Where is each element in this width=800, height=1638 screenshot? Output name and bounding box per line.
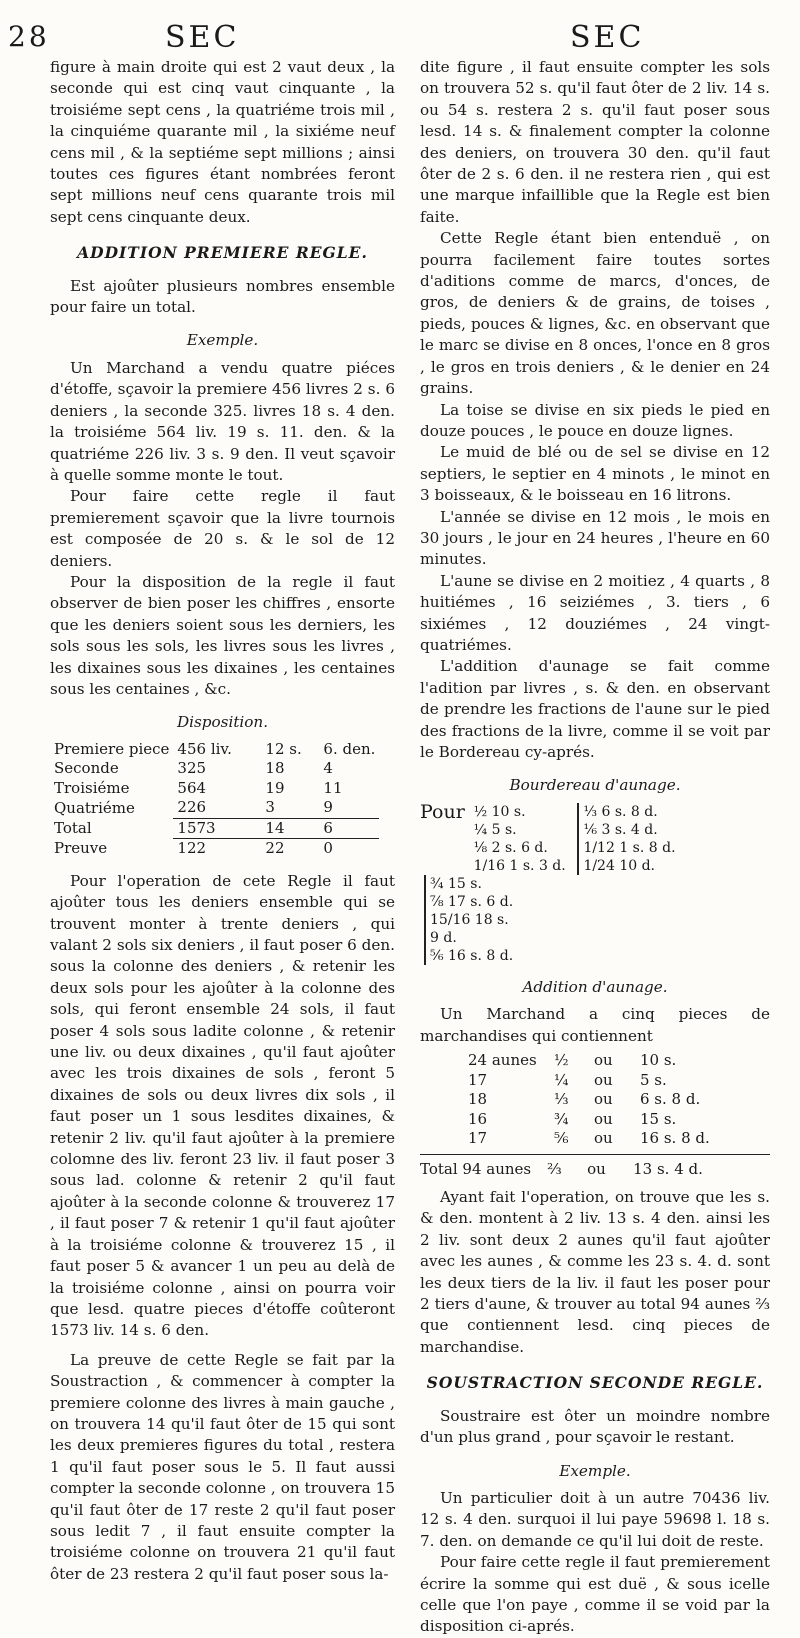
disposition-paragraph: Pour la disposition de la regle il faut observer de bien poser les chiffres , ensorte que les deniers soient sous les derniers, les sols sous les sols, les livres sous les livres , les dixaines sous les dixaines , les centaines sous les centaines , &c. [50, 572, 395, 698]
rule1-title: ADDITION PREMIERE REGLE. [77, 243, 368, 263]
continuation-paragraph: dite figure , il faut ensuite compter les sols on trouvera 52 s. qu'il faut ôter de 2 liv. 14 s. ou 54 s. restera 2 s. qu'il faut poser sous lesd. 14 s. & finalement compter la colonne des deniers, on trouvera 30 den. qu'il faut ôter de 2 s. 6 den. il ne restera rien , qui est une marque infaillible que la Regle est bien faite. [420, 58, 770, 226]
bordereau-table [420, 800, 770, 965]
table-row: 16 ¾ ou 15 s. [468, 1109, 677, 1128]
right-column [420, 57, 770, 1638]
table-row: Troisiéme 564 19 11 [54, 778, 343, 797]
particulier-paragraph: Un particulier doit à un autre 70436 liv. 12 s. 4 den. surquoi il lui paye 59698 l. 18 s. 7. den. on demande ce qu'il lui doit de reste. [420, 1488, 770, 1550]
table-row: 24 aunes ½ ou 10 s. [468, 1051, 677, 1070]
rule1-definition: Est ajoûter plusieurs nombres ensemble pour faire un total. [50, 276, 395, 317]
aunage-total [420, 1160, 711, 1180]
toise-paragraph: La toise se divise en six pieds le pied en douze pouces , le pouce en douze lignes. [420, 400, 770, 440]
running-head-right: SEC [570, 20, 645, 55]
bordereau-title: Bourdereau d'aunage. [509, 776, 681, 795]
disposition-table [50, 740, 379, 859]
table-row: Seconde 325 18 4 [54, 759, 333, 778]
rule2-definition: Soustraire est ôter un moindre nombre d'un plus grand , pour sçavoir le restant. [420, 1406, 770, 1447]
operation-paragraph: Pour l'operation de cete Regle il faut ajoûter tous les deniers ensemble qui se trouvent monter à trente deniers , qui valant 2 sols six deniers , il faut poser 6 den. sous la colonne des deniers , & retenir les deux sols pour les ajoûter à la colonne des sols, qui feront ensemble 24 sols, il faut poser 4 sols sous ladite colonne , & retenir une liv. ou deux dixaines , qu'il faut ajoûter avec les trois dixaines de sols , feront 5 dixaines de sols ou deux livres dix sols , il faut poser un 1 sous lesdites dixaines, & retenir 2 liv. qu'il faut ajoûter à la premiere colomne des liv. feront 23 liv. il faut poser 3 sous lad. colonne & retenir 2 qu'il faut ajoûter à la seconde colonne & trouverez 17 , il faut poser 7 & retenir 1 qu'il faut ajoûter à la troisiéme colonne & trouverez 15 , il faut poser 5 & avancer 1 un peu au delà de la troisiéme colonne , ainsi on pourra voir que lesd. quatre pieces d'étoffe coûteront 1573 liv. 14 s. 6 den. [50, 871, 395, 1340]
muid-paragraph: Le muid de blé ou de sel se divise en 12 septiers, le septier en 4 minots , le minot en 3 boisseaux, & le boisseau en 16 litrons. [420, 443, 770, 505]
cinq-pieces-paragraph: Un Marchand a cinq pieces de marchandises qui contiennent [420, 1005, 770, 1045]
example-title: Exemple. [186, 331, 259, 350]
livre-paragraph: Pour faire cette regle il faut premierement sçavoir que la livre tournois est composée de 20 s. & le sol de 12 deniers. [50, 487, 395, 570]
faire-paragraph: Pour faire cette regle il faut premierement écrire la somme qui est duë , & sous icelle celle que l'on paye , comme il se void par la disposition ci-aprés. [420, 1553, 770, 1636]
bordereau-pour: Pour [420, 800, 465, 823]
table-row: 18 ⅓ ou 6 s. 8 d. [468, 1090, 701, 1109]
bordereau-col1: ½ 10 s. ¼ 5 s. ⅛ 2 s. 6 d. 1/16 1 s. 3 d. [473, 803, 566, 874]
annee-paragraph: L'année se divise en 12 mois , le mois en 30 jours , le jour en 24 heures , l'heure en 60 minutes. [420, 507, 770, 569]
total-row: Total 1573 14 6 [50, 818, 379, 839]
bordereau-col2: ⅓ 6 s. 8 d. ⅙ 3 s. 4 d. 1/12 1 s. 8 d. 1/24 10 d. [577, 803, 678, 875]
aunage-paragraph: L'addition d'aunage se fait comme l'adition par livres , s. & den. en observant de prendre les fractions de l'aune sur le pied des fractions de la livre, comme il se voit par le Bordereau cy-aprés. [420, 657, 770, 761]
rule2-title: SOUSTRACTION SECONDE REGLE. [426, 1373, 764, 1393]
disposition-title: Disposition. [176, 713, 269, 732]
total-row: Total 94 aunes ⅔ ou 13 s. 4 d. [420, 1159, 703, 1178]
aunage-table [460, 1051, 718, 1149]
left-column [50, 57, 395, 1585]
example-text: Un Marchand a vendu quatre piéces d'étoffe, sçavoir la premiere 456 livres 2 s. 6 deniers , la seconde 325. livres 18 s. 4 den. la troisiéme 564 liv. 19 s. 11. den. & la quatriéme 226 liv. 3 s. 9 den. Il veut sçavoir à quelle somme monte le tout. [50, 358, 395, 484]
table-row: Premiere piece 456 liv. 12 s. 6. den. [54, 739, 376, 758]
ayant-paragraph: Ayant fait l'operation, on trouve que les s. & den. montent à 2 liv. 13 s. 4 den. ainsi les 2 liv. sont deux 2 aunes qu'il faut ajoûter avec les aunes , & comme les 23 s. 4. d. sont les deux tiers de la liv. il faut les poser pour 2 tiers d'aune, & trouver au total 94 aunes ⅔ que contiennent lesd. cinq pieces de marchandise. [420, 1188, 770, 1356]
aune-paragraph: L'aune se divise en 2 moitiez , 4 quarts , 8 huitiémes , 16 seiziémes , 3. tiers , 6 sixiémes , 12 douziémes , 24 vingt-quatriémes. [420, 571, 770, 654]
example2-title: Exemple. [559, 1461, 631, 1480]
intro-paragraph: figure à main droite qui est 2 vaut deux , la seconde qui est cinq vaut cinquante , la troisiéme sept cens , la quatriéme trois mil , la cinquiéme quarante mil , la sixiéme neuf cens mil , & la septiéme sept millions ; ainsi toutes ces figures étant nombrées feront sept millions neuf cens quarante trois mil sept cens cinquante deux. [50, 58, 395, 226]
page-number: 28 [8, 20, 50, 53]
preuve-paragraph: La preuve de cette Regle se fait par la Soustraction , & commencer à compter la premiere colonne des livres à main gauche , on trouvera 14 qu'il faut ôter de 15 qui sont les deux premieres figures du total , restera 1 qu'il faut poser sous le 5. Il faut aussi compter la seconde colonne , on trouvera 15 qu'il faut ôter de 17 reste 2 qu'il faut poser sous ledit 7 , il faut ensuite compter la troisiéme colonne on trouvera 21 qu'il faut ôter de 23 restera 2 qu'il faut poser sous la- [50, 1350, 395, 1583]
aunage-rule [420, 1154, 770, 1155]
table-row: 17 ⅚ ou 16 s. 8 d. [468, 1129, 710, 1148]
running-head-left: SEC [165, 20, 240, 55]
addition-aunage-title: Addition d'aunage. [522, 977, 668, 996]
bordereau-col3: ¾ 15 s. ⅞ 17 s. 6 d. 15/16 18 s. 9 d. ⅚ 16 s. 8 d. [424, 875, 520, 965]
table-row: 17 ¼ ou 5 s. [468, 1070, 667, 1089]
table-row: Quatriéme 226 3 9 [54, 798, 333, 817]
marcs-paragraph: Cette Regle étant bien entenduë , on pourra facilement faire toutes sortes d'aditions comme de marcs, d'onces, de gros, de deniers & de grains, de toises , pieds, pouces & lignes, &c. en observant que le marc se divise en 8 onces, l'once en 8 gros , le gros en trois deniers , & le denier en 24 grains. [420, 229, 770, 398]
preuve-row: Preuve 122 22 0 [50, 839, 379, 859]
